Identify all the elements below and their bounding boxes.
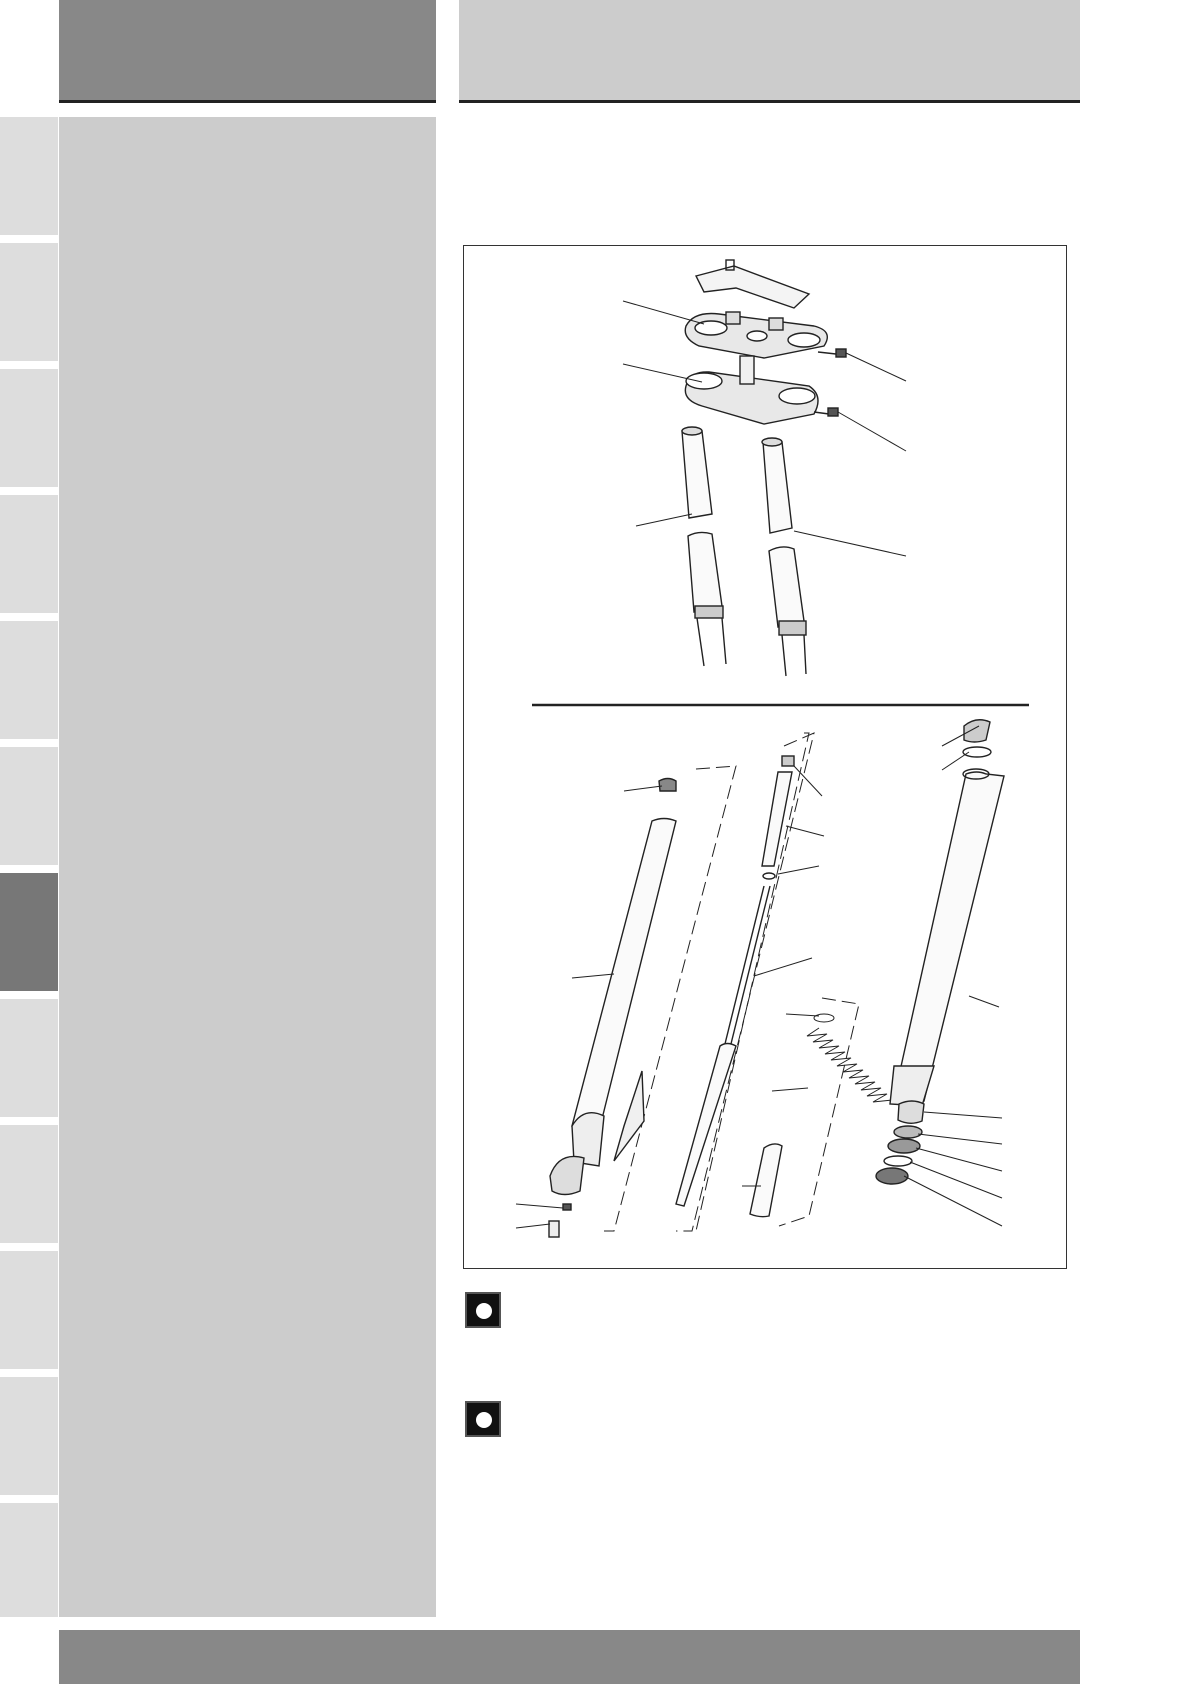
- seal-stack: [876, 1101, 924, 1184]
- top-triple-clamp: [685, 312, 827, 358]
- fork-spring: [807, 1014, 893, 1102]
- header-section-block: [459, 0, 1080, 103]
- section-tab[interactable]: [0, 999, 58, 1117]
- inner-fork-tube: [890, 769, 1004, 1106]
- fork-diagram: [464, 246, 1068, 1270]
- spring-spacer: [750, 1144, 782, 1217]
- bottom-triple-clamp: [685, 356, 818, 424]
- bullet-dot-icon: [476, 1303, 492, 1319]
- section-tab[interactable]: [0, 243, 58, 361]
- page-footer-bar: [59, 1630, 1080, 1684]
- sidebar-panel: [59, 117, 436, 1617]
- section-tab[interactable]: [0, 747, 58, 865]
- exploded-view-figure: [463, 245, 1067, 1269]
- note-bullet-icon: [465, 1401, 501, 1437]
- section-tab[interactable]: [0, 1125, 58, 1243]
- note-bullet-icon: [465, 1292, 501, 1328]
- section-tab[interactable]: [0, 621, 58, 739]
- handlebar-riser: [696, 260, 809, 308]
- section-tab[interactable]: [0, 1251, 58, 1369]
- group-outlines: [604, 733, 859, 1231]
- fork-cap: [963, 720, 991, 757]
- outer-fork-leg: [549, 779, 676, 1238]
- fork-tube-left: [682, 427, 726, 666]
- section-tabs: [0, 117, 58, 1617]
- header-chapter-block: [59, 0, 436, 103]
- section-tab[interactable]: [0, 1503, 58, 1617]
- bullet-dot-icon: [476, 1412, 492, 1428]
- fork-tube-right: [762, 438, 806, 676]
- section-tab[interactable]: [0, 1377, 58, 1495]
- damper-rod: [676, 756, 794, 1206]
- section-tab[interactable]: [0, 117, 58, 235]
- section-tab[interactable]: [0, 495, 58, 613]
- section-tab-active[interactable]: [0, 873, 58, 991]
- section-tab[interactable]: [0, 369, 58, 487]
- clamp-bolts: [814, 349, 846, 416]
